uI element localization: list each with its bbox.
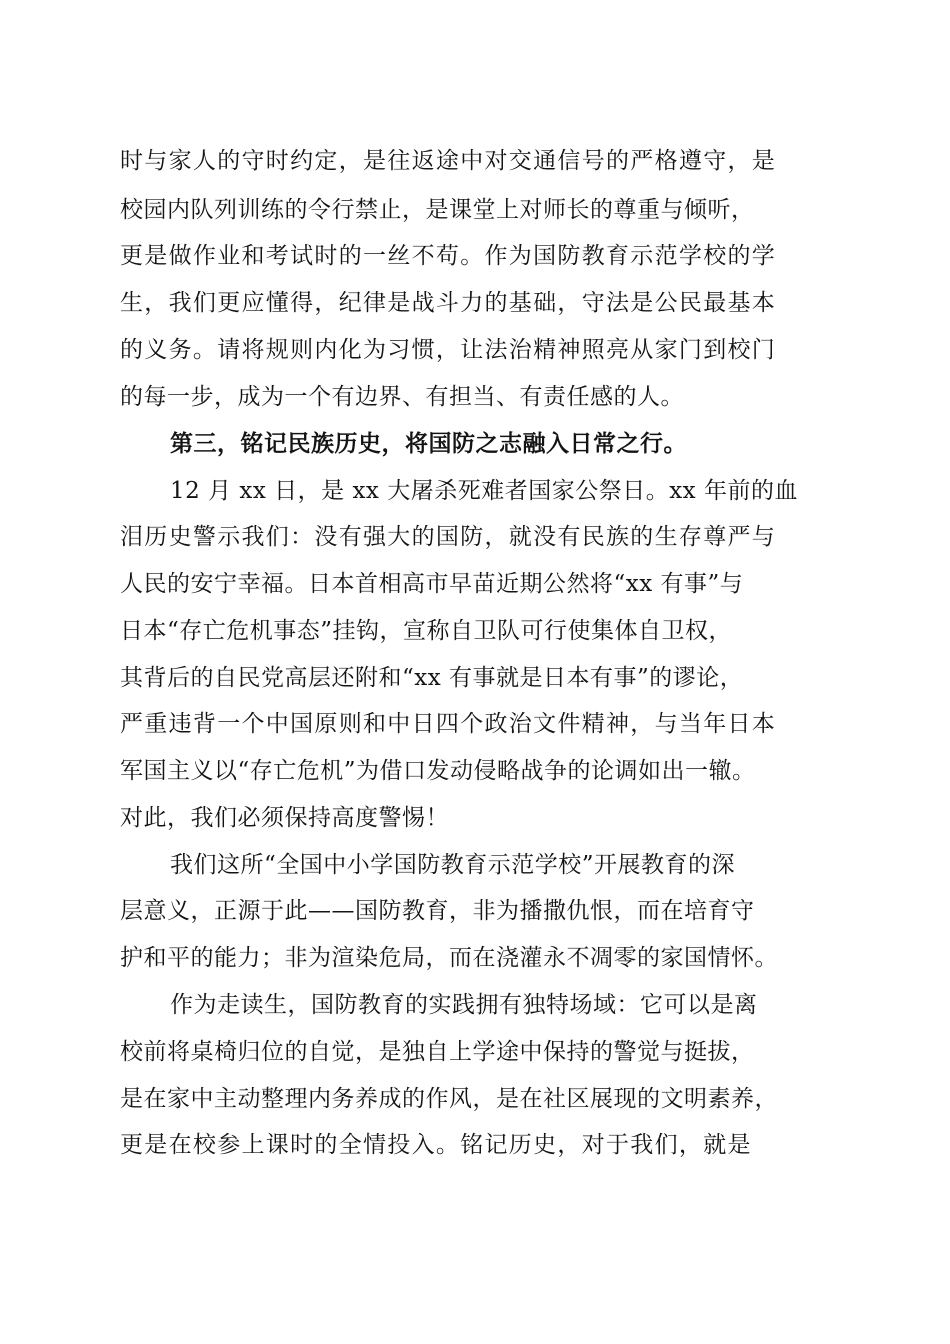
text-line: 人民的安宁幸福。日本首相高市早苗近期公然将“xx 有事”与 — [120, 571, 744, 597]
text-line: 层意义，正源于此——国防教育，非为播撒仇恨，而在培育守 — [120, 898, 755, 924]
text-line: 的义务。请将规则内化为习惯，让法治精神照亮从家门到校门 — [120, 337, 777, 363]
text-line: 军国主义以“存亡危机”为借口发动侵略战争的论调如出一辙。 — [120, 758, 756, 784]
section-heading: 第三，铭记民族历史，将国防之志融入日常之行。 — [170, 430, 687, 457]
text-line: 时与家人的守时约定，是往返途中对交通信号的严格遵守，是 — [120, 148, 777, 174]
text-line: 校园内队列训练的令行禁止，是课堂上对师长的尊重与倾听， — [120, 197, 755, 223]
text-line: 更是在校参上课时的全情投入。铭记历史，对于我们，就是 — [120, 1132, 752, 1158]
text-line: 生，我们更应懂得，纪律是战斗力的基础，守法是公民最基本 — [120, 290, 777, 316]
text-line: 12 月 xx 日，是 xx 大屠杀死难者国家公祭日。xx 年前的血 — [170, 478, 798, 504]
text-line: 是在家中主动整理内务养成的作风，是在社区展现的文明素养， — [120, 1086, 778, 1112]
text-line: 严重违背一个中国原则和中日四个政治文件精神，与当年日本 — [120, 711, 777, 737]
text-line: 泪历史警示我们：没有强大的国防，就没有民族的生存尊严与 — [120, 524, 777, 550]
text-line: 作为走读生，国防教育的实践拥有独特场域：它可以是离 — [170, 992, 758, 1018]
text-line: 其背后的自民党高层还附和“xx 有事就是日本有事”的谬论， — [120, 665, 744, 691]
text-line: 日本“存亡危机事态”挂钩，宣称自卫队可行使集体自卫权， — [120, 618, 733, 644]
text-line: 护和平的能力；非为渲染危局，而在浇灌永不凋零的家国情怀。 — [120, 945, 778, 971]
text-line: 的每一步，成为一个有边界、有担当、有责任感的人。 — [120, 384, 684, 410]
text-line: 我们这所“全国中小学国防教育示范学校”开展教育的深 — [170, 852, 736, 878]
text-line: 对此，我们必须保持高度警惕！ — [120, 805, 449, 831]
text-line: 校前将桌椅归位的自觉，是独自上学途中保持的警觉与挺拔， — [120, 1039, 755, 1065]
text-line: 更是做作业和考试时的一丝不苟。作为国防教育示范学校的学 — [120, 243, 777, 269]
